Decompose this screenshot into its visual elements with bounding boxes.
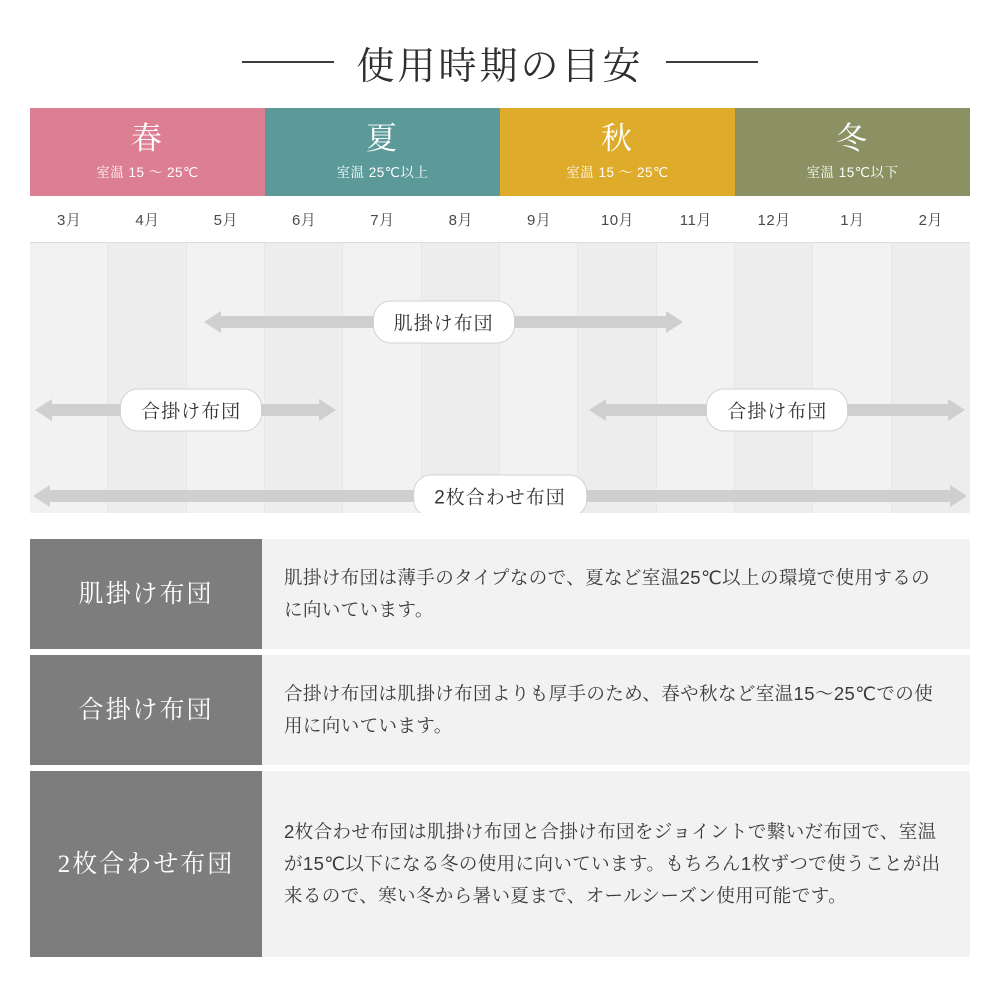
- month-cell: 9月: [526, 211, 552, 229]
- title-rule-right: [666, 61, 758, 63]
- desc-text: 2枚合わせ布団は肌掛け布団と合掛け布団をジョイントで繋いだ布団で、室温が15℃以下になる冬の使用に向いています。もちろん1枚ずつで使うことが出来るので、寒い冬から暑い夏まで、オールシーズン使用可能です。: [284, 821, 941, 906]
- desc-text: 肌掛け布団は薄手のタイプなので、夏など室温25℃以上の環境で使用するのに向いています。: [284, 567, 931, 620]
- bar-aigake-spring: [35, 399, 336, 421]
- month-cell: 11月: [679, 211, 712, 229]
- arrow-head-right-icon: [950, 485, 967, 507]
- season-cell-autumn: [500, 108, 735, 196]
- desc-text: 合掛け布団は肌掛け布団よりも厚手のため、春や秋など室温15〜25℃での使用に向いています。: [284, 683, 934, 736]
- season-temp: 室温 15 〜 25℃: [566, 165, 669, 181]
- month-stripe: [265, 243, 343, 513]
- arrow-head-left-icon: [204, 311, 221, 333]
- bars-area: [30, 243, 970, 513]
- bar-label: 合掛け布団: [706, 389, 848, 432]
- arrow-head-right-icon: [666, 311, 683, 333]
- season-name: 春: [131, 120, 164, 156]
- desc-label-nimai-awase: 2枚合わせ布団: [30, 771, 262, 957]
- season-header-row: [30, 108, 970, 196]
- month-stripe: [813, 243, 891, 513]
- bar-nimai-awase: [33, 485, 967, 507]
- month-header-row: [30, 196, 970, 243]
- month-stripe: [657, 243, 735, 513]
- month-stripe: [735, 243, 813, 513]
- month-stripe: [108, 243, 186, 513]
- desc-body-hadagake: [262, 539, 970, 649]
- season-temp: 室温 15 〜 25℃: [96, 165, 199, 181]
- bar-aigake-autumn: [589, 399, 965, 421]
- table-row: [30, 539, 970, 649]
- month-stripe: [343, 243, 421, 513]
- arrow-head-left-icon: [35, 399, 52, 421]
- season-name: 冬: [836, 120, 869, 156]
- month-stripe: [500, 243, 578, 513]
- month-stripe: [30, 243, 108, 513]
- arrow-head-right-icon: [319, 399, 336, 421]
- page-title: [0, 0, 1000, 94]
- desc-label-aigake: 合掛け布団: [30, 655, 262, 765]
- season-cell-summer: [265, 108, 500, 196]
- season-cell-winter: [735, 108, 970, 196]
- month-cell: 4月: [135, 211, 160, 229]
- desc-body-aigake: [262, 655, 970, 765]
- arrow-head-right-icon: [948, 399, 965, 421]
- month-cell: 6月: [291, 211, 317, 229]
- bar-label: 合掛け布団: [120, 389, 262, 432]
- season-temp: 室温 25℃以上: [336, 165, 429, 181]
- month-stripe: [578, 243, 656, 513]
- season-name: 夏: [366, 120, 399, 156]
- title-rule-left: [242, 61, 334, 63]
- month-cell: 1月: [840, 211, 865, 229]
- month-cell: 10月: [600, 211, 635, 229]
- table-row: [30, 771, 970, 957]
- season-name: 秋: [601, 120, 634, 156]
- month-cell: 12月: [757, 211, 791, 229]
- month-cell: 7月: [370, 211, 395, 229]
- month-cell: 2月: [918, 211, 943, 229]
- description-table: [30, 539, 970, 957]
- desc-body-nimai-awase: [262, 771, 970, 957]
- bar-label: 肌掛け布団: [373, 301, 515, 344]
- month-stripe: [187, 243, 265, 513]
- season-chart: [30, 108, 970, 513]
- bar-label: 2枚合わせ布団: [413, 475, 587, 514]
- month-cell: 8月: [448, 211, 473, 229]
- season-cell-spring: [30, 108, 265, 196]
- desc-label-hadagake: 肌掛け布団: [30, 539, 262, 649]
- month-stripe: [892, 243, 970, 513]
- month-stripes: [30, 243, 970, 513]
- month-stripe: [422, 243, 500, 513]
- arrow-head-left-icon: [33, 485, 50, 507]
- season-temp: 室温 15℃以下: [806, 165, 899, 181]
- month-cell: 3月: [56, 211, 82, 229]
- title-text: 使用時期の目安: [356, 45, 644, 88]
- month-cell: 5月: [213, 211, 238, 229]
- bar-hadagake: [204, 311, 683, 333]
- table-row: [30, 655, 970, 765]
- arrow-head-left-icon: [589, 399, 606, 421]
